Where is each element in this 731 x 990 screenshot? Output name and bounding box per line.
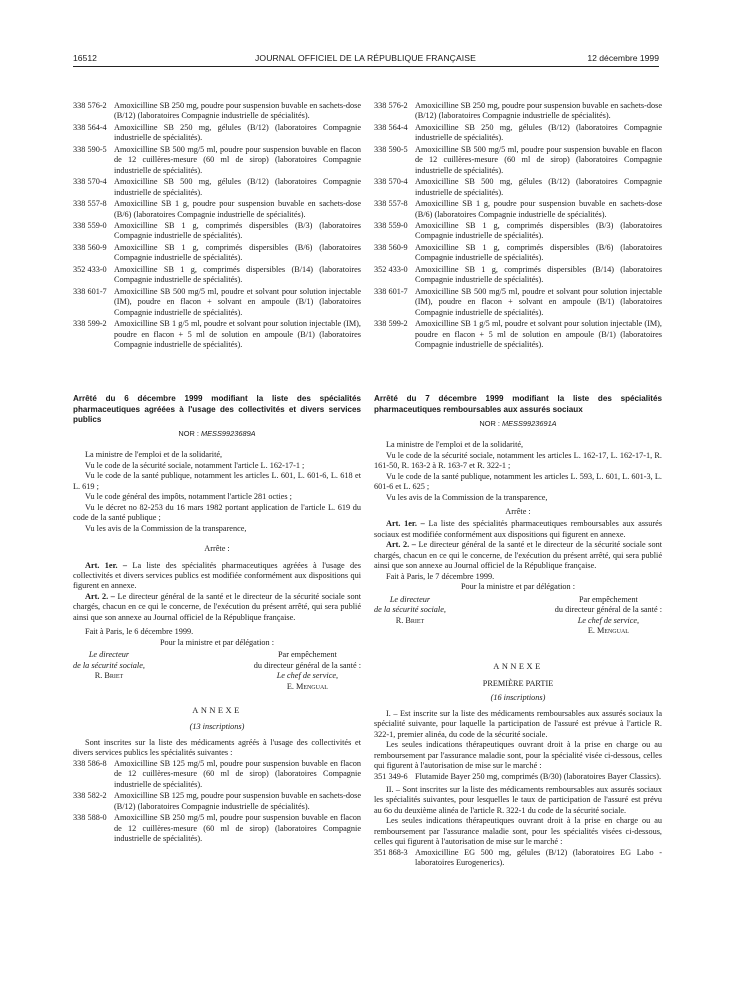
cip-code: 338 564-4	[374, 122, 408, 132]
paragraph: La ministre de l'emploi et de la solidarité,	[85, 450, 223, 460]
list-item	[73, 101, 361, 122]
decree-title: Arrêté du 7 décembre 1999 modifiant la liste des spécialités pharmaceutiques remboursables aux assurés sociaux	[374, 394, 662, 414]
signature-date: Fait à Paris, le 7 décembre 1999.	[386, 571, 495, 581]
product-description: Amoxicilline SB 250 mg, gélules (B/12) (laboratoires Compagnie industrielle de spécialités).	[114, 122, 361, 143]
product-description: Amoxicilline SB 500 mg, gélules (B/12) (laboratoires Compagnie industrielle de spécialités).	[415, 177, 662, 197]
list-item	[73, 145, 361, 176]
list-item	[73, 791, 361, 812]
article-1	[73, 561, 361, 592]
paragraph: La ministre de l'emploi et de la solidarité,	[386, 440, 524, 450]
paragraph: Vu le code de la sécurité sociale, notamment l'article L. 162-17-1 ;	[85, 460, 305, 470]
paragraph: Vu le code général des impôts, notamment l'article 281 octies ;	[85, 492, 292, 502]
signatures	[73, 650, 361, 692]
list-item	[73, 265, 361, 286]
issue-date: 12 décembre 1999	[587, 53, 659, 63]
signature-title: Le chef de service,	[577, 615, 640, 625]
product-description: Amoxicilline SB 1 g, comprimés dispersibles (B/14) (laboratoires Compagnie industrielle de spécialités).	[114, 264, 361, 285]
arrete-heading: Arrête :	[505, 507, 531, 516]
list-item	[73, 221, 361, 242]
cip-code: 338 601-7	[73, 286, 107, 296]
product-description: Amoxicilline SB 500 mg/5 ml, poudre pour suspension buvable en flacon de 12 cuillères-mesure (60 ml de sirop) (laboratoires Compagnie industrielle de spécialités).	[114, 144, 361, 175]
product-description: Amoxicilline SB 1 g, poudre pour suspension buvable en sachets-dose (B/6) (laboratoires Compagnie industrielle de spécialités).	[415, 199, 662, 219]
signatory-name: R. Briet	[395, 615, 425, 625]
cip-code: 338 559-0	[374, 220, 408, 230]
list-item	[374, 772, 662, 782]
product-description: Amoxicilline SB 250 mg, poudre pour suspension buvable en sachets-dose (B/12) (laboratoires Compagnie industrielle de spécialités).	[415, 101, 663, 121]
nor-reference	[374, 419, 662, 429]
product-description: Amoxicilline SB 125 mg/5 ml, poudre pour suspension buvable en flacon de 12 cuillères-mesure (60 ml de sirop) (laboratoires Compagnie industrielle de spécialités).	[114, 758, 361, 789]
list-item	[73, 243, 361, 264]
list-item	[374, 265, 662, 286]
signature-title: Par empêchement	[277, 650, 337, 660]
annex-heading: ANNEXE	[192, 706, 242, 715]
entry-list	[73, 759, 361, 845]
paragraph: Vu le code de la santé publique, notamment les articles L. 601, L. 601-6, L. 618 et L. 619 ;	[73, 471, 361, 491]
article-2	[374, 540, 662, 571]
signature-title: de la sécurité sociale,	[73, 660, 145, 670]
list-item	[374, 848, 662, 869]
arrete-heading: Arrête :	[204, 544, 230, 554]
article-text: La liste des spécialités pharmaceutiques agréées à l'usage des collectivités et divers services publics est modifiée conformément aux dispositions qui figurent en annexe.	[73, 560, 362, 591]
list-item	[374, 199, 662, 220]
cip-code: 338 599-2	[374, 319, 408, 329]
article-1	[374, 519, 662, 540]
signature-title: Par empêchement	[578, 594, 638, 604]
list-item	[73, 199, 361, 220]
cip-code: 338 586-8	[73, 758, 107, 768]
cip-code: 338 576-2	[73, 101, 107, 110]
product-description: Amoxicilline SB 1 g, comprimés dispersibles (B/3) (laboratoires Compagnie industrielle de spécialités).	[114, 220, 361, 241]
signatory-name: R. Briet	[94, 671, 124, 681]
product-description: Amoxicilline SB 1 g/5 ml, poudre et solvant pour solution injectable (IM), poudre en flacon + 5 ml de solution en ampoule (B/1) (laboratoires Compagnie industrielle de spécialités).	[114, 319, 361, 349]
product-description: Flutamide Bayer 250 mg, comprimés (B/30) (laboratoires Bayer Classics).	[415, 771, 662, 781]
paragraph: II. – Sont inscrites sur la liste des médicaments remboursables aux assurés sociaux les spécialités suivantes, pour lesquelles le taux de participation de l'assuré est prévu au 6o du deuxième alinéa de l'article R. 322-1 du code de la sécurité sociale.	[374, 784, 662, 815]
right-column	[374, 101, 662, 870]
decree-title: Arrêté du 6 décembre 1999 modifiant la liste des spécialités pharmaceutiques agréées à l'usage des collectivités et divers services publics	[73, 394, 361, 424]
inscriptions-count: (16 inscriptions)	[490, 693, 546, 703]
cip-code: 338 588-0	[73, 813, 107, 823]
signature-title: du directeur général de la santé :	[253, 660, 361, 670]
cip-code: 338 576-2	[374, 101, 408, 110]
signature-left	[73, 650, 145, 692]
product-description: Amoxicilline SB 1 g, poudre pour suspension buvable en sachets-dose (B/6) (laboratoires Compagnie industrielle de spécialités).	[114, 199, 361, 219]
cip-code: 338 599-2	[73, 319, 107, 329]
page-number: 16512	[73, 53, 97, 63]
paragraph: Les seules indications thérapeutiques ouvrant droit à la prise en charge ou au remboursement par l'assurance maladie sont, pour la spécialité visée ci-dessous, celles qui figurent à l'autorisation de mise sur le marché :	[374, 740, 662, 771]
nor-label: NOR :	[178, 429, 199, 439]
article-label: Art. 2. –	[386, 540, 416, 550]
product-description: Amoxicilline SB 1 g, comprimés dispersibles (B/3) (laboratoires Compagnie industrielle de spécialités).	[415, 220, 662, 241]
annex-intro: Sont inscrites sur la liste des médicaments agréés à l'usage des collectivités et divers services publics les spécialités suivantes :	[73, 737, 361, 758]
product-description: Amoxicilline SB 500 mg/5 ml, poudre et solvant pour solution injectable (IM), poudre en flacon + solvant en ampoule (B/1) (laboratoires Compagnie industrielle de spécialités).	[114, 286, 361, 317]
cip-code: 338 570-4	[73, 177, 107, 187]
product-description: Amoxicilline EG 500 mg, gélules (B/12) (laboratoires EG Labo - laboratoires Eurogenerics).	[415, 847, 662, 868]
list-item	[73, 759, 361, 790]
article-label: Art. 2. –	[85, 591, 115, 601]
cip-code: 351 349-6	[374, 771, 408, 781]
signature-right	[555, 595, 662, 637]
left-column	[73, 101, 361, 845]
paragraph: Les seules indications thérapeutiques ouvrant droit à la prise en charge ou au remboursement par l'assurance maladie sont, pour les spécialités visées ci-dessous, celles qui figurent à l'autorisation de mise sur le marché :	[374, 816, 662, 847]
product-description: Amoxicilline SB 500 mg/5 ml, poudre pour suspension buvable en flacon de 12 cuillères-mesure (60 ml de sirop) (laboratoires Compagnie industrielle de spécialités).	[415, 144, 662, 175]
list-item	[73, 177, 361, 198]
signature-title: de la sécurité sociale,	[374, 605, 446, 615]
page-header	[0, 0, 731, 90]
article-text: Le directeur général de la santé et le directeur de la sécurité sociale sont chargés, chacun en ce qui le concerne, de l'exécution du présent arrêté, qui sera publié ainsi que son annexe au Journal officiel de la République française.	[73, 591, 361, 622]
cip-code: 352 433-0	[73, 264, 107, 274]
nor-code: MESS9923689A	[200, 429, 256, 439]
product-description: Amoxicilline SB 500 mg/5 ml, poudre et solvant pour solution injectable (IM), poudre en flacon + solvant en ampoule (B/1) (laboratoires Compagnie industrielle de spécialités).	[415, 286, 662, 317]
list-item	[374, 145, 662, 176]
signature-right	[254, 650, 361, 692]
cip-code: 338 564-4	[73, 122, 107, 132]
signatures	[374, 595, 662, 637]
list-item	[374, 319, 662, 350]
list-item	[374, 177, 662, 198]
signature-title: du directeur général de la santé :	[554, 605, 662, 615]
article-label: Art. 1er. –	[386, 519, 425, 529]
paragraph: Vu le code de la sécurité sociale, notamment les articles L. 162-17, L. 162-17-1, R. 161-50, R. 163-2 à R. 163-7 et R. 322-1 ;	[374, 450, 662, 471]
cip-code: 338 557-8	[374, 199, 408, 209]
delegation-line: Pour la ministre et par délégation :	[159, 637, 275, 647]
cip-code: 351 868-3	[374, 847, 408, 857]
annex-heading: ANNEXE	[493, 662, 543, 672]
signature-left	[374, 595, 446, 637]
list-item	[73, 319, 361, 350]
article-label: Art. 1er. –	[85, 560, 128, 570]
cip-code: 338 560-9	[73, 242, 107, 252]
article-text: Le directeur général de la santé et le directeur de la sécurité sociale sont chargés, chacun en ce qui le concerne, de l'exécution du présent arrêté, qui sera publié ainsi que son annexe au Journal officiel de la République française.	[374, 540, 662, 571]
list-item	[73, 287, 361, 318]
cip-code: 338 560-9	[374, 242, 408, 252]
entry-list	[374, 101, 662, 350]
product-description: Amoxicilline SB 1 g, comprimés dispersibles (B/6) (laboratoires Compagnie industrielle de spécialités).	[415, 242, 662, 263]
product-description: Amoxicilline SB 250 mg/5 ml, poudre pour suspension buvable en flacon de 12 cuillères-mesure (60 ml de sirop) (laboratoires Compagnie industrielle de spécialités).	[114, 813, 361, 843]
nor-label: NOR :	[479, 418, 500, 428]
signature-date: Fait à Paris, le 6 décembre 1999.	[85, 627, 194, 637]
product-description: Amoxicilline SB 1 g/5 ml, poudre et solvant pour solution injectable (IM), poudre en flacon + 5 ml de solution en ampoule (B/1) (laboratoires Compagnie industrielle de spécialités).	[415, 319, 662, 349]
part-heading: PREMIÈRE PARTIE	[482, 678, 554, 688]
cip-code: 338 559-0	[73, 220, 107, 230]
paragraph: Vu le décret no 82-253 du 16 mars 1982 portant application de l'article L. 619 du code de la santé publique ;	[73, 502, 361, 523]
signatory-name: E. Mengual	[587, 625, 629, 635]
signatory-name: E. Mengual	[286, 681, 328, 691]
delegation-line: Pour la ministre et par délégation :	[460, 582, 576, 592]
product-description: Amoxicilline SB 125 mg, poudre pour suspension buvable en sachets-dose (B/12) (laboratoires Compagnie industrielle de spécialités).	[114, 791, 362, 811]
entry-list	[73, 101, 361, 350]
nor-code: MESS9923691A	[501, 418, 557, 428]
signature-title: Le directeur	[88, 650, 130, 660]
list-item	[73, 123, 361, 144]
paragraph: Vu les avis de la Commission de la transparence,	[386, 492, 548, 502]
list-item	[374, 221, 662, 242]
paragraph: Vu le code de la santé publique, notamment les articles L. 593, L. 601, L. 601-3, L. 601-6 et L. 625 ;	[374, 471, 662, 492]
list-item	[374, 101, 662, 122]
signature-title: Le directeur	[389, 594, 431, 604]
nor-reference	[73, 429, 361, 439]
product-description: Amoxicilline SB 250 mg, gélules (B/12) (laboratoires Compagnie industrielle de spécialités).	[415, 122, 662, 143]
cip-code: 338 601-7	[374, 286, 408, 296]
product-description: Amoxicilline SB 250 mg, poudre pour suspension buvable en sachets-dose (B/12) (laboratoires Compagnie industrielle de spécialités).	[114, 101, 362, 121]
list-item	[374, 243, 662, 264]
signature-title: Le chef de service,	[276, 671, 339, 681]
list-item	[374, 123, 662, 144]
product-description: Amoxicilline SB 1 g, comprimés dispersibles (B/14) (laboratoires Compagnie industrielle de spécialités).	[415, 264, 662, 285]
cip-code: 338 570-4	[374, 177, 408, 187]
product-description: Amoxicilline SB 1 g, comprimés dispersibles (B/6) (laboratoires Compagnie industrielle de spécialités).	[114, 242, 361, 263]
article-text: La liste des spécialités pharmaceutiques remboursables aux assurés sociaux est modifiée conformément aux dispositions qui figurent en annexe.	[374, 519, 662, 539]
cip-code: 338 590-5	[374, 144, 408, 154]
product-description: Amoxicilline SB 500 mg, gélules (B/12) (laboratoires Compagnie industrielle de spécialités).	[114, 177, 361, 197]
article-2	[73, 592, 361, 623]
paragraph: I. – Est inscrite sur la liste des médicaments remboursables aux assurés sociaux la spécialité suivante, pour laquelle la participation de l'assuré est prévue à l'article R. 322-1, premier alinéa, du code de la sécurité sociale.	[374, 708, 662, 739]
cip-code: 338 590-5	[73, 144, 107, 154]
cip-code: 338 582-2	[73, 791, 107, 801]
cip-code: 352 433-0	[374, 264, 408, 274]
header-rule	[73, 66, 659, 67]
inscriptions-count: (13 inscriptions)	[189, 722, 245, 732]
list-item	[73, 813, 361, 844]
paragraph: Vu les avis de la Commission de la transparence,	[85, 523, 247, 533]
cip-code: 338 557-8	[73, 199, 107, 209]
list-item	[374, 287, 662, 318]
journal-title: JOURNAL OFFICIEL DE LA RÉPUBLIQUE FRANÇAISE	[255, 53, 476, 63]
